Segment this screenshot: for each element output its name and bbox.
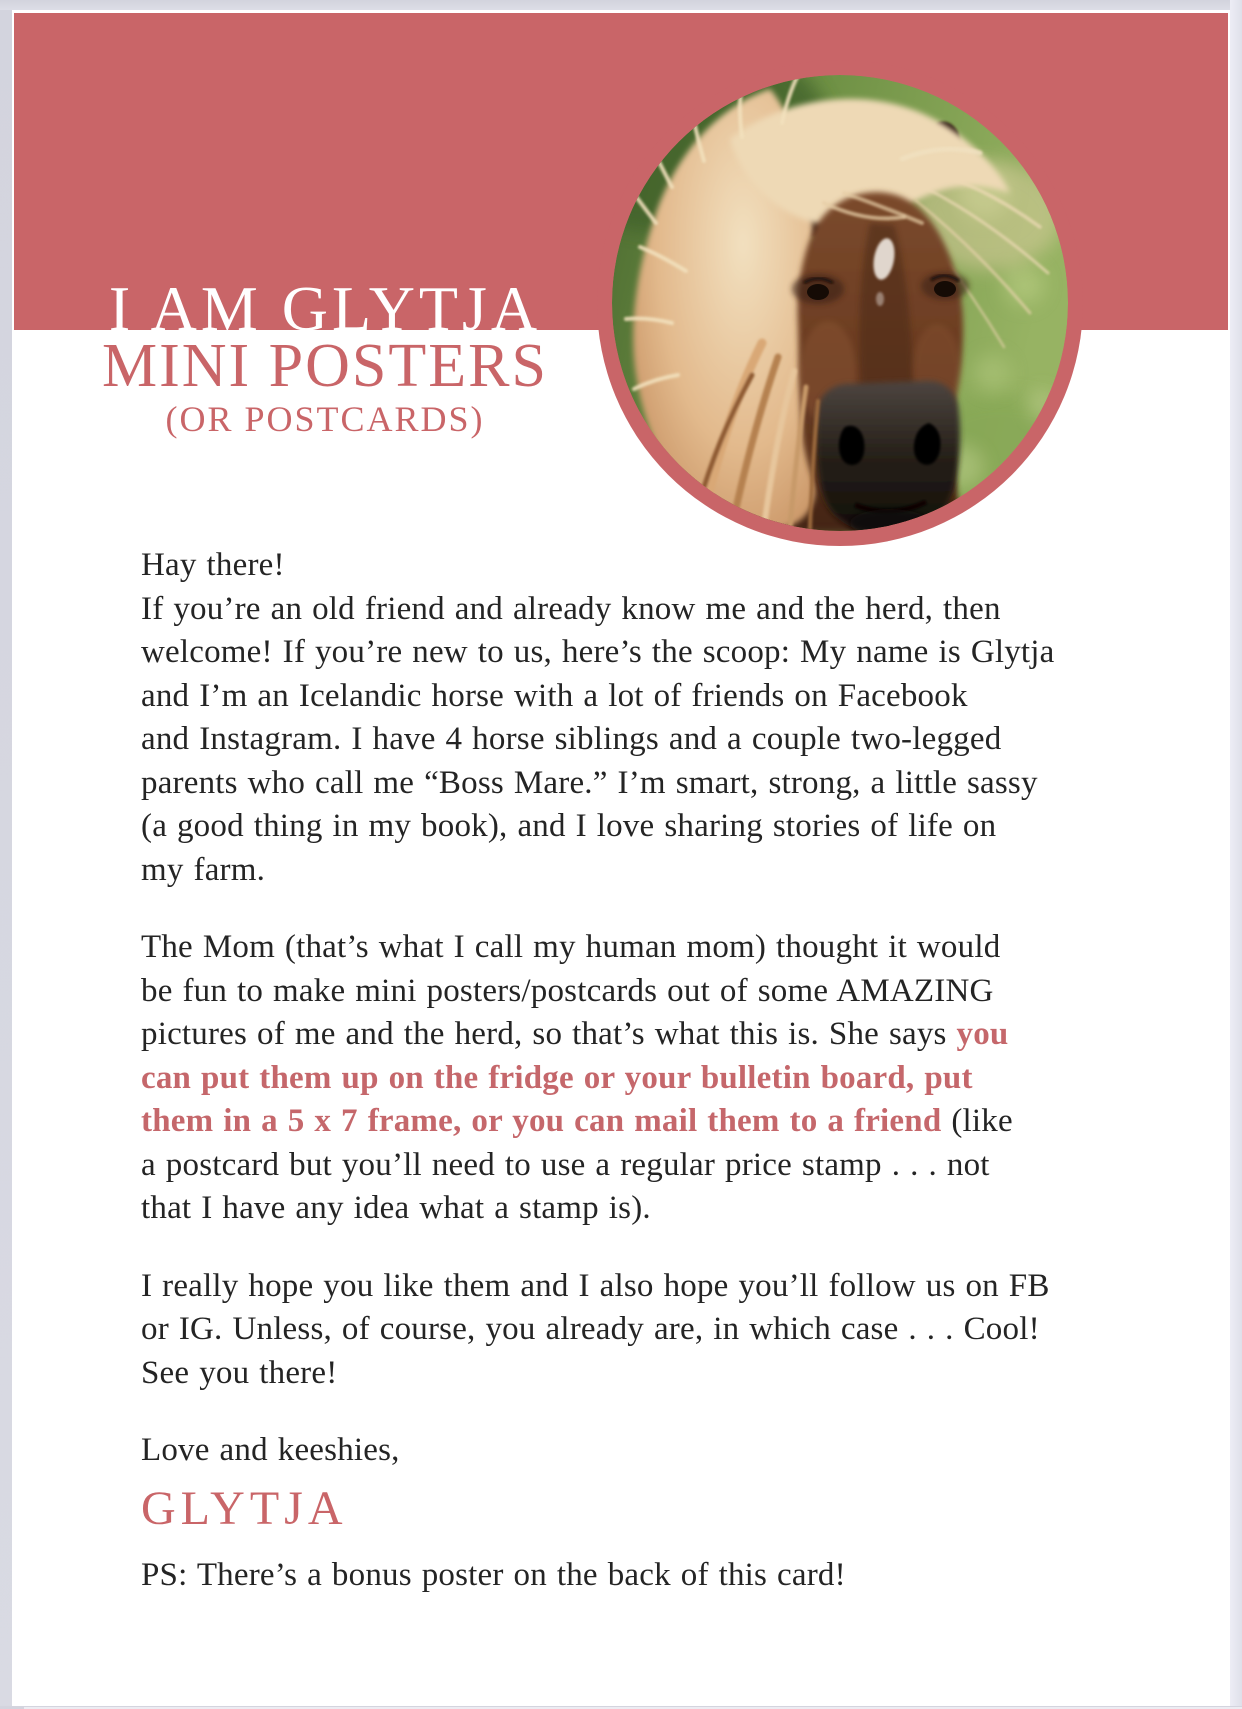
letter-paragraphs [141, 544, 1181, 1395]
signature-closing: Love and keeshies, [141, 1432, 400, 1468]
ps-line: PS: There’s a bonus poster on the back of this card! [141, 1556, 846, 1593]
card-page [12, 10, 1230, 1706]
card-title: I AM GLYTJA [108, 273, 542, 344]
screenshot-top-edge [0, 0, 1242, 10]
horse-illustration [612, 75, 1068, 531]
card-subtitle-2: (OR POSTCARDS) [165, 399, 485, 439]
paragraph: The Mom (that’s what I call my human mom) thought it would be fun to make mini posters/postcards out of some AMAZING pictures of me and the herd, so that’s what this is. She says you can put them up on the fridge or your bulletin board, put them in a 5 x 7 frame, or you can mail them to a friend (like a postcard but you’ll need to use a regular price stamp . . . not that I have any idea what a stamp is). [141, 929, 1013, 1226]
card-subtitle: MINI POSTERS [101, 332, 548, 400]
paragraph: I really hope you like them and I also hope you’ll follow us on FB or IG. Unless, of course, you already are, in which case . . . Cool! See you there! [141, 1267, 1050, 1391]
horse-photo [612, 75, 1068, 531]
letter-body [141, 544, 1181, 1597]
signature-name: GLYTJA [141, 1481, 348, 1535]
screenshot-right-edge [1230, 0, 1242, 1706]
paragraph: Hay there! If you’re an old friend and already know me and the herd, then welcome! If you’re new to us, here’s the scoop: My name is Glytja and I’m an Icelandic horse with a lot of friends on Facebook and Instagram. I have 4 horse siblings and a couple two-legged parents who call me “Boss Mare.” I’m smart, strong, a little sassy (a good thing in my book), and I love sharing stories of life on my farm. [141, 547, 1055, 888]
